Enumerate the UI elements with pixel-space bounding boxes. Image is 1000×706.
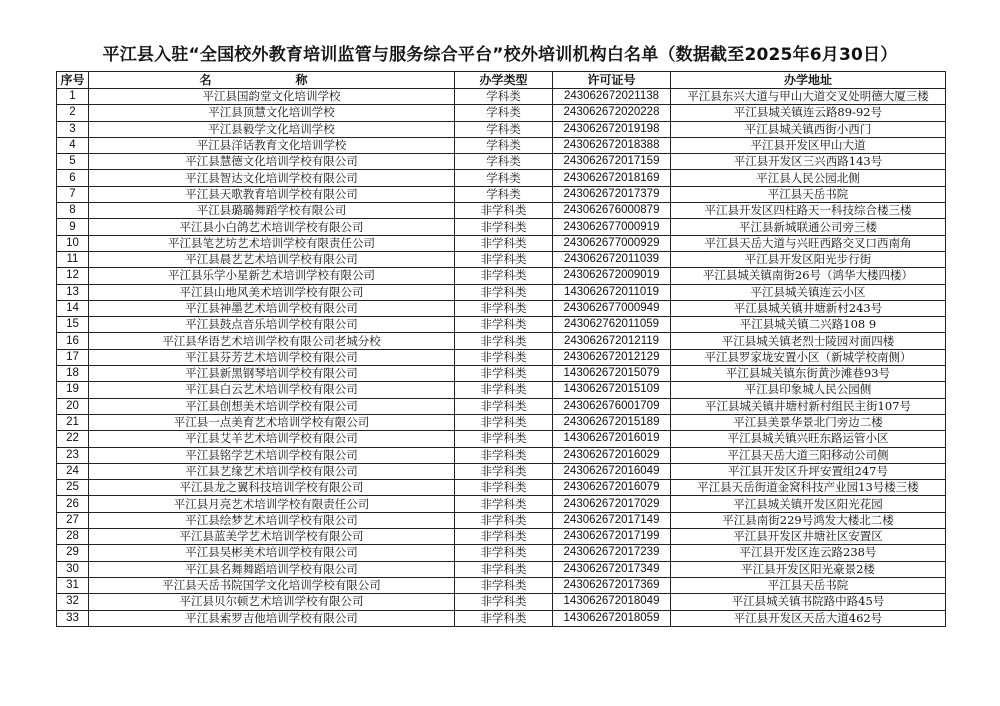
cell-license-no: 243062672017379 — [553, 186, 671, 202]
cell-name: 平江县艾羊艺术培训学校有限公司 — [89, 431, 455, 447]
cell-license-no: 243062672019198 — [553, 121, 671, 137]
cell-school-type: 非学科类 — [455, 268, 553, 284]
table-row — [57, 561, 946, 577]
cell-serial-no: 5 — [57, 154, 89, 170]
header-address: 办学地址 — [671, 72, 946, 89]
cell-school-type: 非学科类 — [455, 398, 553, 414]
table-row — [57, 512, 946, 528]
table-row — [57, 170, 946, 186]
cell-serial-no: 18 — [57, 366, 89, 382]
cell-name: 平江县笔艺坊艺术培训学校有限责任公司 — [89, 235, 455, 251]
table-row — [57, 480, 946, 496]
cell-name: 平江县芬芳艺术培训学校有限公司 — [89, 349, 455, 365]
table-row — [57, 349, 946, 365]
cell-school-type: 非学科类 — [455, 610, 553, 626]
cell-license-no: 243062672017159 — [553, 154, 671, 170]
table-row — [57, 186, 946, 202]
cell-license-no: 243062672012119 — [553, 333, 671, 349]
cell-serial-no: 9 — [57, 219, 89, 235]
table-row — [57, 137, 946, 153]
cell-name: 平江县顶慧文化培训学校 — [89, 105, 455, 121]
cell-serial-no: 21 — [57, 414, 89, 430]
cell-address: 平江县城关镇兴旺东路运管小区 — [671, 431, 946, 447]
table-row — [57, 382, 946, 398]
cell-license-no: 243062672018388 — [553, 137, 671, 153]
table-row — [57, 366, 946, 382]
cell-serial-no: 11 — [57, 251, 89, 267]
cell-name: 平江县华语艺术培训学校有限公司老城分校 — [89, 333, 455, 349]
table-row — [57, 251, 946, 267]
cell-license-no: 243062677000919 — [553, 219, 671, 235]
table-row — [57, 121, 946, 137]
cell-serial-no: 2 — [57, 105, 89, 121]
cell-license-no: 243062672016079 — [553, 480, 671, 496]
cell-school-type: 非学科类 — [455, 447, 553, 463]
cell-school-type: 非学科类 — [455, 561, 553, 577]
cell-name: 平江县月亮艺术培训学校有限责任公司 — [89, 496, 455, 512]
cell-school-type: 非学科类 — [455, 317, 553, 333]
table-row — [57, 529, 946, 545]
cell-name: 平江县神墨艺术培训学校有限公司 — [89, 300, 455, 316]
table-row — [57, 317, 946, 333]
table-body — [57, 89, 946, 627]
table-row — [57, 203, 946, 219]
cell-license-no: 143062672015109 — [553, 382, 671, 398]
cell-address: 平江县城关镇西街小西门 — [671, 121, 946, 137]
cell-serial-no: 23 — [57, 447, 89, 463]
cell-address: 平江县天岳大道三阳移动公司侧 — [671, 447, 946, 463]
cell-address: 平江县美景华景北门旁边二楼 — [671, 414, 946, 430]
cell-address: 平江县天岳书院 — [671, 186, 946, 202]
table-row — [57, 463, 946, 479]
cell-school-type: 非学科类 — [455, 431, 553, 447]
cell-name: 平江县乐学小星新艺术培训学校有限公司 — [89, 268, 455, 284]
header-serial-no: 序号 — [57, 72, 89, 89]
cell-address: 平江县开发区升坪安置组247号 — [671, 463, 946, 479]
cell-name: 平江县铭学艺术培训学校有限公司 — [89, 447, 455, 463]
cell-address: 平江县城关镇二兴路108 9 — [671, 317, 946, 333]
cell-serial-no: 28 — [57, 529, 89, 545]
cell-name: 平江县创想美术培训学校有限公司 — [89, 398, 455, 414]
cell-school-type: 非学科类 — [455, 577, 553, 593]
cell-serial-no: 19 — [57, 382, 89, 398]
cell-serial-no: 6 — [57, 170, 89, 186]
cell-serial-no: 24 — [57, 463, 89, 479]
cell-name: 平江县璐璐舞蹈学校有限公司 — [89, 203, 455, 219]
cell-name: 平江县慧德文化培训学校有限公司 — [89, 154, 455, 170]
cell-name: 平江县一点美育艺术培训学校有限公司 — [89, 414, 455, 430]
cell-school-type: 非学科类 — [455, 594, 553, 610]
cell-school-type: 学科类 — [455, 121, 553, 137]
cell-license-no: 243062672009019 — [553, 268, 671, 284]
cell-school-type: 非学科类 — [455, 496, 553, 512]
cell-school-type: 学科类 — [455, 137, 553, 153]
cell-school-type: 非学科类 — [455, 333, 553, 349]
table-row — [57, 414, 946, 430]
cell-school-type: 学科类 — [455, 154, 553, 170]
cell-name: 平江县国韵堂文化培训学校 — [89, 89, 455, 105]
cell-name: 平江县晨艺艺术培训学校有限公司 — [89, 251, 455, 267]
cell-name: 平江县蓝美学艺术培训学校有限公司 — [89, 529, 455, 545]
cell-license-no: 143062672016019 — [553, 431, 671, 447]
cell-address: 平江县新城联通公司旁三楼 — [671, 219, 946, 235]
document-title: 平江县入驻“全国校外教育培训监管与服务综合平台”校外培训机构白名单（数据截至2025年6月30日） — [102, 45, 898, 65]
cell-serial-no: 3 — [57, 121, 89, 137]
cell-name: 平江县洋话教育文化培训学校 — [89, 137, 455, 153]
cell-school-type: 非学科类 — [455, 512, 553, 528]
cell-license-no: 243062677000929 — [553, 235, 671, 251]
cell-license-no: 243062672015189 — [553, 414, 671, 430]
cell-address: 平江县印象城人民公园侧 — [671, 382, 946, 398]
cell-school-type: 非学科类 — [455, 203, 553, 219]
cell-school-type: 学科类 — [455, 105, 553, 121]
cell-license-no: 243062672017199 — [553, 529, 671, 545]
cell-serial-no: 15 — [57, 317, 89, 333]
cell-address: 平江县罗家垅安置小区（新城学校南侧） — [671, 349, 946, 365]
cell-serial-no: 32 — [57, 594, 89, 610]
cell-name: 平江县龙之翼科技培训学校有限公司 — [89, 480, 455, 496]
cell-name: 平江县鼓点音乐培训学校有限公司 — [89, 317, 455, 333]
cell-name: 平江县艺缘艺术培训学校有限公司 — [89, 463, 455, 479]
cell-license-no: 243062672012129 — [553, 349, 671, 365]
cell-license-no: 243062672017239 — [553, 545, 671, 561]
cell-name: 平江县新黑钢琴培训学校有限公司 — [89, 366, 455, 382]
cell-name: 平江县贝尔顿艺术培训学校有限公司 — [89, 594, 455, 610]
cell-license-no: 243062672017369 — [553, 577, 671, 593]
table-row — [57, 154, 946, 170]
cell-address: 平江县开发区三兴西路143号 — [671, 154, 946, 170]
cell-license-no: 243062672020228 — [553, 105, 671, 121]
cell-serial-no: 26 — [57, 496, 89, 512]
cell-license-no: 243062672011039 — [553, 251, 671, 267]
cell-school-type: 非学科类 — [455, 545, 553, 561]
cell-address: 平江县天岳书院 — [671, 577, 946, 593]
cell-address: 平江县开发区连云路238号 — [671, 545, 946, 561]
cell-school-type: 学科类 — [455, 89, 553, 105]
cell-name: 平江县索罗吉他培训学校有限公司 — [89, 610, 455, 626]
cell-school-type: 非学科类 — [455, 284, 553, 300]
cell-school-type: 学科类 — [455, 170, 553, 186]
table-row — [57, 89, 946, 105]
cell-license-no: 243062672016029 — [553, 447, 671, 463]
cell-license-no: 243062672021138 — [553, 89, 671, 105]
cell-name: 平江县山地风美术培训学校有限公司 — [89, 284, 455, 300]
cell-address: 平江县开发区阳光步行街 — [671, 251, 946, 267]
cell-address: 平江县城关镇连云小区 — [671, 284, 946, 300]
cell-serial-no: 7 — [57, 186, 89, 202]
table-row — [57, 235, 946, 251]
cell-name: 平江县绘梦艺术培训学校有限公司 — [89, 512, 455, 528]
cell-address: 平江县东兴大道与甲山大道交叉处明德大厦三楼 — [671, 89, 946, 105]
cell-license-no: 243062672016049 — [553, 463, 671, 479]
cell-school-type: 非学科类 — [455, 300, 553, 316]
cell-school-type: 非学科类 — [455, 366, 553, 382]
cell-license-no: 143062672011019 — [553, 284, 671, 300]
cell-address: 平江县城关镇老烈士陵园对面四楼 — [671, 333, 946, 349]
cell-serial-no: 12 — [57, 268, 89, 284]
table-row — [57, 447, 946, 463]
cell-serial-no: 4 — [57, 137, 89, 153]
cell-address: 平江县城关镇井塘新村243号 — [671, 300, 946, 316]
table-row — [57, 610, 946, 626]
cell-serial-no: 33 — [57, 610, 89, 626]
cell-name: 平江县天歌教育培训学校有限公司 — [89, 186, 455, 202]
table-row — [57, 300, 946, 316]
cell-address: 平江县人民公园北侧 — [671, 170, 946, 186]
cell-license-no: 243062672018169 — [553, 170, 671, 186]
cell-school-type: 非学科类 — [455, 480, 553, 496]
table-row — [57, 594, 946, 610]
cell-address: 平江县天岳大道与兴旺西路交叉口西南角 — [671, 235, 946, 251]
cell-license-no: 143062672018049 — [553, 594, 671, 610]
cell-address: 平江县城关镇井塘村新村组民主街107号 — [671, 398, 946, 414]
cell-address: 平江县南街229号鸿发大楼北二楼 — [671, 512, 946, 528]
cell-address: 平江县开发区阳光豪景2楼 — [671, 561, 946, 577]
cell-serial-no: 20 — [57, 398, 89, 414]
whitelist-table — [56, 71, 946, 627]
cell-address: 平江县城关镇东街黄沙滩巷93号 — [671, 366, 946, 382]
cell-name: 平江县智达文化培训学校有限公司 — [89, 170, 455, 186]
cell-license-no: 243062762011059 — [553, 317, 671, 333]
cell-school-type: 学科类 — [455, 186, 553, 202]
cell-name: 平江县白云艺术培训学校有限公司 — [89, 382, 455, 398]
cell-address: 平江县开发区甲山大道 — [671, 137, 946, 153]
cell-name: 平江县小白鸽艺术培训学校有限公司 — [89, 219, 455, 235]
cell-school-type: 非学科类 — [455, 349, 553, 365]
table-row — [57, 577, 946, 593]
cell-address: 平江县开发区井塘社区安置区 — [671, 529, 946, 545]
cell-address: 平江县开发区四柱路天一科技综合楼三楼 — [671, 203, 946, 219]
header-school-type: 办学类型 — [455, 72, 553, 89]
cell-name: 平江县毅学文化培训学校 — [89, 121, 455, 137]
cell-license-no: 243062676001709 — [553, 398, 671, 414]
cell-serial-no: 14 — [57, 300, 89, 316]
cell-license-no: 243062677000949 — [553, 300, 671, 316]
cell-school-type: 非学科类 — [455, 382, 553, 398]
table-row — [57, 496, 946, 512]
cell-serial-no: 22 — [57, 431, 89, 447]
header-name: 名 称 — [89, 72, 455, 89]
cell-serial-no: 10 — [57, 235, 89, 251]
cell-serial-no: 31 — [57, 577, 89, 593]
cell-license-no: 143062672018059 — [553, 610, 671, 626]
table-row — [57, 284, 946, 300]
cell-license-no: 243062676000879 — [553, 203, 671, 219]
cell-school-type: 非学科类 — [455, 529, 553, 545]
cell-address: 平江县天岳街道金窝科技产业园13号楼三楼 — [671, 480, 946, 496]
table-row — [57, 431, 946, 447]
table-row — [57, 545, 946, 561]
table-row — [57, 219, 946, 235]
cell-license-no: 143062672015079 — [553, 366, 671, 382]
cell-name: 平江县名舞舞蹈培训学校有限公司 — [89, 561, 455, 577]
cell-serial-no: 17 — [57, 349, 89, 365]
cell-serial-no: 8 — [57, 203, 89, 219]
cell-name: 平江县吴彬美术培训学校有限公司 — [89, 545, 455, 561]
cell-school-type: 非学科类 — [455, 235, 553, 251]
cell-address: 平江县城关镇书院路中路45号 — [671, 594, 946, 610]
header-license-no: 许可证号 — [553, 72, 671, 89]
cell-school-type: 非学科类 — [455, 414, 553, 430]
cell-school-type: 非学科类 — [455, 463, 553, 479]
table-row — [57, 268, 946, 284]
cell-name: 平江县天岳书院国学文化培训学校有限公司 — [89, 577, 455, 593]
table-header-row — [57, 72, 946, 89]
cell-address: 平江县城关镇连云路89-92号 — [671, 105, 946, 121]
cell-license-no: 243062672017149 — [553, 512, 671, 528]
cell-address: 平江县城关镇开发区阳光花园 — [671, 496, 946, 512]
cell-serial-no: 13 — [57, 284, 89, 300]
cell-serial-no: 25 — [57, 480, 89, 496]
cell-address: 平江县城关镇南街26号（鸿华大楼四楼） — [671, 268, 946, 284]
cell-address: 平江县开发区天岳大道462号 — [671, 610, 946, 626]
cell-serial-no: 30 — [57, 561, 89, 577]
table-row — [57, 333, 946, 349]
cell-serial-no: 29 — [57, 545, 89, 561]
cell-license-no: 243062672017029 — [553, 496, 671, 512]
table-row — [57, 398, 946, 414]
table-row — [57, 105, 946, 121]
cell-school-type: 非学科类 — [455, 251, 553, 267]
cell-license-no: 243062672017349 — [553, 561, 671, 577]
cell-serial-no: 16 — [57, 333, 89, 349]
cell-serial-no: 1 — [57, 89, 89, 105]
cell-school-type: 非学科类 — [455, 219, 553, 235]
cell-serial-no: 27 — [57, 512, 89, 528]
